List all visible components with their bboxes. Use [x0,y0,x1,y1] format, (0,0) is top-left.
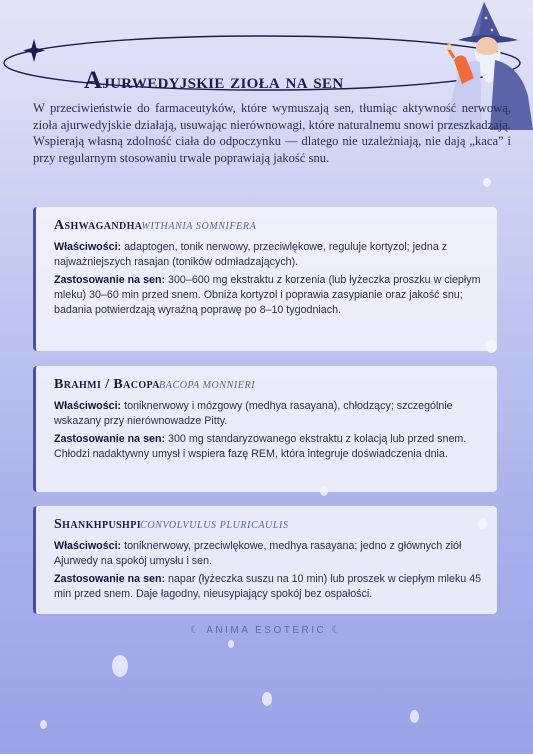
sparkle-icon [23,39,45,62]
herb-properties: Właściwości: adaptogen, tonik nerwowy, przeciwlękowe, reguluje kortyzol; jedna z najważniejszych rasajan (toników odmładzających). [54,241,448,269]
herb-properties: Właściwości: toniknerwowy, przeciwlękowe, medhya rasayana; jedno z głównych ziół Ajurwedy na spokój umysłu i sen. [54,540,462,568]
bubble-decoration [262,692,272,706]
herb-heading [54,216,485,234]
herb-heading [54,375,485,393]
bubble-decoration [410,710,419,723]
herb-card-ashwagandha [33,207,497,351]
herb-latin-name: CONVOLVULUS PLURICAULIS [140,520,289,531]
herb-usage: Zastosowanie na sen: napar (łyżeczka suszu na 10 min) lub proszek w ciepłym mleku 45 min przed snem. Daje łagodny, nieusypiający spokój bez ospałości. [54,572,482,600]
bubble-decoration [228,640,234,648]
herb-name: Ashwagandha [54,218,143,233]
bubble-decoration [483,178,491,187]
herb-card-brahmi [33,366,497,492]
herb-name: Shankhpushpi [54,517,142,532]
herb-latin-name: WITHANIA SOMNIFERA [141,221,257,232]
herb-properties: Właściwości: toniknerwowy i mózgowy (medhya rasayana), chłodzący; szczególnie wskazany przy nierównowadze Pitty. [54,400,453,428]
herb-latin-name: BACOPA MONNIERI [159,380,256,391]
herb-usage: Zastosowanie na sen: 300 mg standaryzowanego ekstraktu z kolacją lub przed snem. Chłodzi nadaktywny umysł i wspiera fazę REM, która integruje doświadczenia dnia. [54,432,467,460]
herb-card-shankhpushpi [33,506,497,614]
herb-usage: Zastosowanie na sen: 300–600 mg ekstraktu z korzenia (lub łyżeczka proszku w ciepłym mleku) 30–60 min przed snem. Obniża kortyzol i poprawia zasypianie oraz jakość snu; badania potwierdzają wyraźną poprawę po 8–10 tygodniach. [54,273,481,317]
footer-brand: ☾ ANIMA ESOTERIC ☾ [190,625,343,636]
bubble-decoration [40,720,47,729]
bubble-decoration [112,655,128,677]
herb-name: Brahmi / Bacopa [54,377,160,392]
herb-heading [54,515,485,533]
page-title: Ajurwedyjskie zioła na sen [84,67,344,94]
intro-paragraph: W przeciwieństwie do farmaceutyków, które wymuszają sen, tłumiąc aktywność nerwową, zioła ajurwedyjskie działają, usuwając nierównowagi, które naturalnemu snowi przeszkadzają. Wspierają własną zdolność ciała do odpoczynku — dlatego nie uzależniają, nie dają „kaca” i przy regularnym stosowaniu trwale poprawiają jakość snu. [33,101,511,165]
